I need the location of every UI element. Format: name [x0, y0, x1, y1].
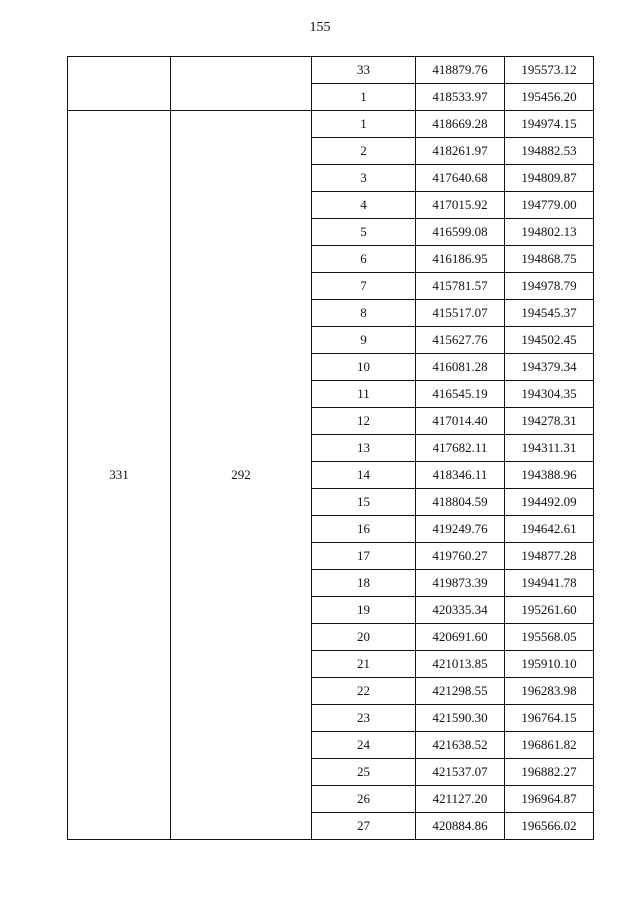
y-coordinate-cell: 194802.13	[505, 219, 594, 246]
table-row	[68, 57, 594, 84]
y-coordinate-cell: 194492.09	[505, 489, 594, 516]
point-number-cell: 5	[312, 219, 416, 246]
point-number-cell: 7	[312, 273, 416, 300]
x-coordinate-cell: 417640.68	[416, 165, 505, 192]
x-coordinate-cell: 420335.34	[416, 597, 505, 624]
y-coordinate-cell: 196283.98	[505, 678, 594, 705]
x-coordinate-cell: 416186.95	[416, 246, 505, 273]
x-coordinate-cell: 416081.28	[416, 354, 505, 381]
y-coordinate-cell: 194545.37	[505, 300, 594, 327]
empty-cell	[68, 57, 171, 111]
y-coordinate-cell: 196764.15	[505, 705, 594, 732]
y-coordinate-cell: 194868.75	[505, 246, 594, 273]
x-coordinate-cell: 421298.55	[416, 678, 505, 705]
point-number-cell: 10	[312, 354, 416, 381]
x-coordinate-cell: 415517.07	[416, 300, 505, 327]
point-number-cell: 17	[312, 543, 416, 570]
point-number-cell: 2	[312, 138, 416, 165]
y-coordinate-cell: 195568.05	[505, 624, 594, 651]
point-number-cell: 24	[312, 732, 416, 759]
x-coordinate-cell: 421590.30	[416, 705, 505, 732]
point-number-cell: 25	[312, 759, 416, 786]
x-coordinate-cell: 421013.85	[416, 651, 505, 678]
y-coordinate-cell: 194278.31	[505, 408, 594, 435]
point-number-cell: 27	[312, 813, 416, 840]
y-coordinate-cell: 194388.96	[505, 462, 594, 489]
coordinates-table-wrapper	[67, 56, 594, 840]
point-number-cell: 19	[312, 597, 416, 624]
point-number-cell: 8	[312, 300, 416, 327]
point-number-cell: 16	[312, 516, 416, 543]
x-coordinate-cell: 418669.28	[416, 111, 505, 138]
x-coordinate-cell: 417015.92	[416, 192, 505, 219]
point-number-cell: 12	[312, 408, 416, 435]
x-coordinate-cell: 419873.39	[416, 570, 505, 597]
x-coordinate-cell: 420691.60	[416, 624, 505, 651]
y-coordinate-cell: 196566.02	[505, 813, 594, 840]
x-coordinate-cell: 419249.76	[416, 516, 505, 543]
y-coordinate-cell: 196964.87	[505, 786, 594, 813]
y-coordinate-cell: 196882.27	[505, 759, 594, 786]
y-coordinate-cell: 194877.28	[505, 543, 594, 570]
point-number-cell: 20	[312, 624, 416, 651]
x-coordinate-cell: 421638.52	[416, 732, 505, 759]
coordinates-table-body	[68, 57, 594, 840]
x-coordinate-cell: 415781.57	[416, 273, 505, 300]
x-coordinate-cell: 416599.08	[416, 219, 505, 246]
y-coordinate-cell: 196861.82	[505, 732, 594, 759]
y-coordinate-cell: 194311.31	[505, 435, 594, 462]
point-number-cell: 21	[312, 651, 416, 678]
y-coordinate-cell: 194941.78	[505, 570, 594, 597]
point-number-cell: 13	[312, 435, 416, 462]
x-coordinate-cell: 418346.11	[416, 462, 505, 489]
point-number-cell: 18	[312, 570, 416, 597]
y-coordinate-cell: 194502.45	[505, 327, 594, 354]
x-coordinate-cell: 419760.27	[416, 543, 505, 570]
table-row	[68, 111, 594, 138]
x-coordinate-cell: 418879.76	[416, 57, 505, 84]
point-number-cell: 3	[312, 165, 416, 192]
x-coordinate-cell: 418261.97	[416, 138, 505, 165]
y-coordinate-cell: 194779.00	[505, 192, 594, 219]
y-coordinate-cell: 195456.20	[505, 84, 594, 111]
x-coordinate-cell: 421127.20	[416, 786, 505, 813]
y-coordinate-cell: 194882.53	[505, 138, 594, 165]
y-coordinate-cell: 194642.61	[505, 516, 594, 543]
group-number-cell: 331	[68, 111, 171, 840]
point-number-cell: 9	[312, 327, 416, 354]
y-coordinate-cell: 194304.35	[505, 381, 594, 408]
x-coordinate-cell: 416545.19	[416, 381, 505, 408]
y-coordinate-cell: 194809.87	[505, 165, 594, 192]
point-number-cell: 6	[312, 246, 416, 273]
y-coordinate-cell: 194974.15	[505, 111, 594, 138]
x-coordinate-cell: 420884.86	[416, 813, 505, 840]
y-coordinate-cell: 195910.10	[505, 651, 594, 678]
point-number-cell: 1	[312, 111, 416, 138]
point-number-cell: 14	[312, 462, 416, 489]
point-number-cell: 26	[312, 786, 416, 813]
y-coordinate-cell: 194379.34	[505, 354, 594, 381]
x-coordinate-cell: 418533.97	[416, 84, 505, 111]
y-coordinate-cell: 195261.60	[505, 597, 594, 624]
page-number: 155	[309, 20, 331, 35]
point-number-cell: 22	[312, 678, 416, 705]
x-coordinate-cell: 417682.11	[416, 435, 505, 462]
point-number-cell: 4	[312, 192, 416, 219]
point-number-cell: 15	[312, 489, 416, 516]
empty-cell	[171, 57, 312, 111]
x-coordinate-cell: 415627.76	[416, 327, 505, 354]
point-number-cell: 1	[312, 84, 416, 111]
x-coordinate-cell: 421537.07	[416, 759, 505, 786]
group-code-cell: 292	[171, 111, 312, 840]
y-coordinate-cell: 194978.79	[505, 273, 594, 300]
point-number-cell: 23	[312, 705, 416, 732]
point-number-cell: 33	[312, 57, 416, 84]
x-coordinate-cell: 417014.40	[416, 408, 505, 435]
x-coordinate-cell: 418804.59	[416, 489, 505, 516]
y-coordinate-cell: 195573.12	[505, 57, 594, 84]
point-number-cell: 11	[312, 381, 416, 408]
coordinates-table	[67, 56, 594, 840]
